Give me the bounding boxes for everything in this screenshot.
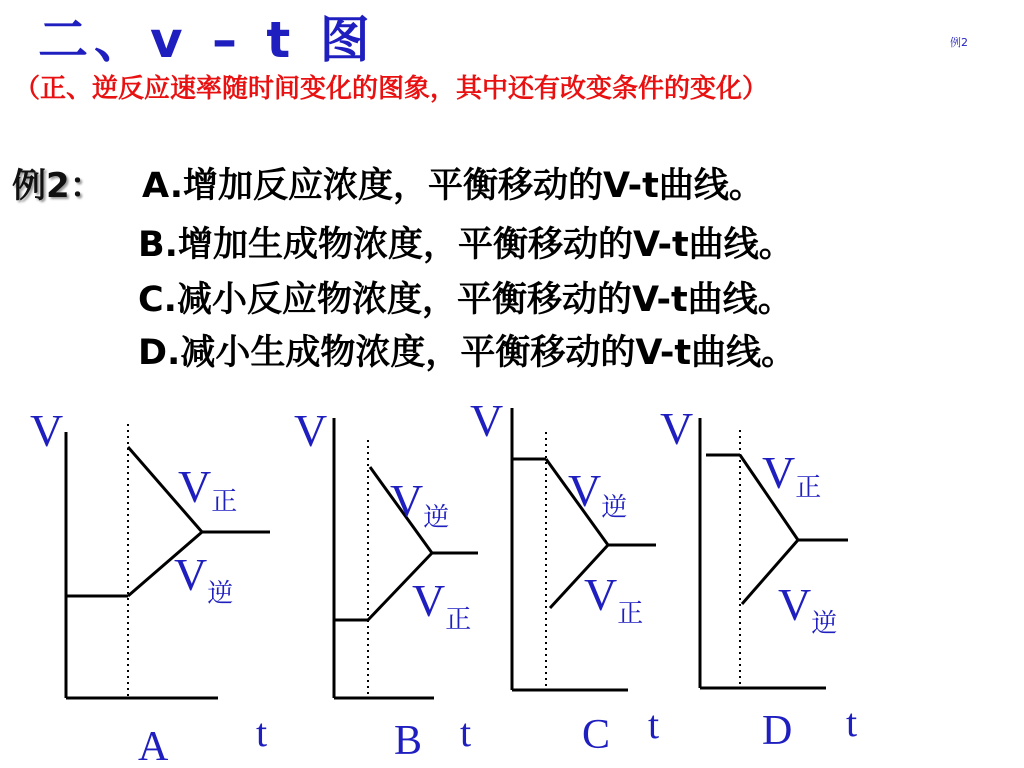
graph-a-t-axis-label: t: [256, 710, 268, 755]
graph-c-upper-label: $V_逆$: [568, 465, 628, 523]
graph-b-lower-label: $V_正$: [412, 575, 472, 635]
graph-c-v-axis-label: V: [470, 395, 504, 446]
page-subtitle: （正、逆反应速率随时间变化的图象，其中还有改变条件的变化）: [14, 74, 769, 104]
forward-subscript: 正: [795, 473, 822, 503]
slide-tag: 例2: [950, 36, 968, 49]
graph-c-lower-label: $V_正$: [584, 569, 644, 629]
graph-b: [294, 405, 478, 764]
graph-b-letter: B: [394, 718, 423, 764]
forward-subscript: 正: [445, 605, 472, 635]
option-d: D.减小生成物浓度，平衡移动的V-t曲线。: [138, 333, 797, 373]
graph-a-lower-label: $V_逆$: [174, 549, 234, 609]
page-title: 二、v – t 图: [38, 11, 376, 69]
reverse-subscript: 逆: [811, 609, 838, 639]
option-b: B.增加生成物浓度，平衡移动的V-t曲线。: [138, 225, 794, 265]
graph-d-lower-label: $V_逆$: [778, 579, 838, 639]
option-c: C.减小反应物浓度，平衡移动的V-t曲线。: [138, 280, 793, 320]
graph-b-v-axis-label: V: [294, 405, 328, 456]
reverse-subscript: 逆: [601, 493, 628, 523]
graph-c-t-axis-label: t: [648, 702, 660, 747]
forward-subscript: 正: [617, 599, 644, 629]
graph-b-t-axis-label: t: [460, 710, 472, 755]
forward-subscript: 正: [211, 487, 238, 517]
example-label: 例2：: [12, 166, 104, 206]
graph-d-letter: D: [762, 708, 793, 754]
graph-c: [470, 395, 659, 758]
graph-c-letter: C: [582, 712, 611, 758]
reverse-subscript: 逆: [423, 503, 450, 533]
graph-a-v-axis-label: V: [30, 405, 64, 456]
graph-d: [660, 403, 857, 754]
graph-a-letter: A: [138, 724, 169, 768]
graph-a-upper-label: V正: [178, 461, 238, 517]
graph-d-upper-label: V正: [762, 447, 822, 503]
graph-d-t-axis-label: t: [846, 700, 858, 745]
graph-d-v-axis-label: V: [660, 403, 694, 454]
option-a: A.增加反应浓度，平衡移动的V-t曲线。: [142, 166, 764, 206]
graph-b-upper-label: $V_逆$: [390, 475, 450, 533]
graph-a: [30, 405, 270, 768]
reverse-subscript: 逆: [207, 579, 234, 609]
